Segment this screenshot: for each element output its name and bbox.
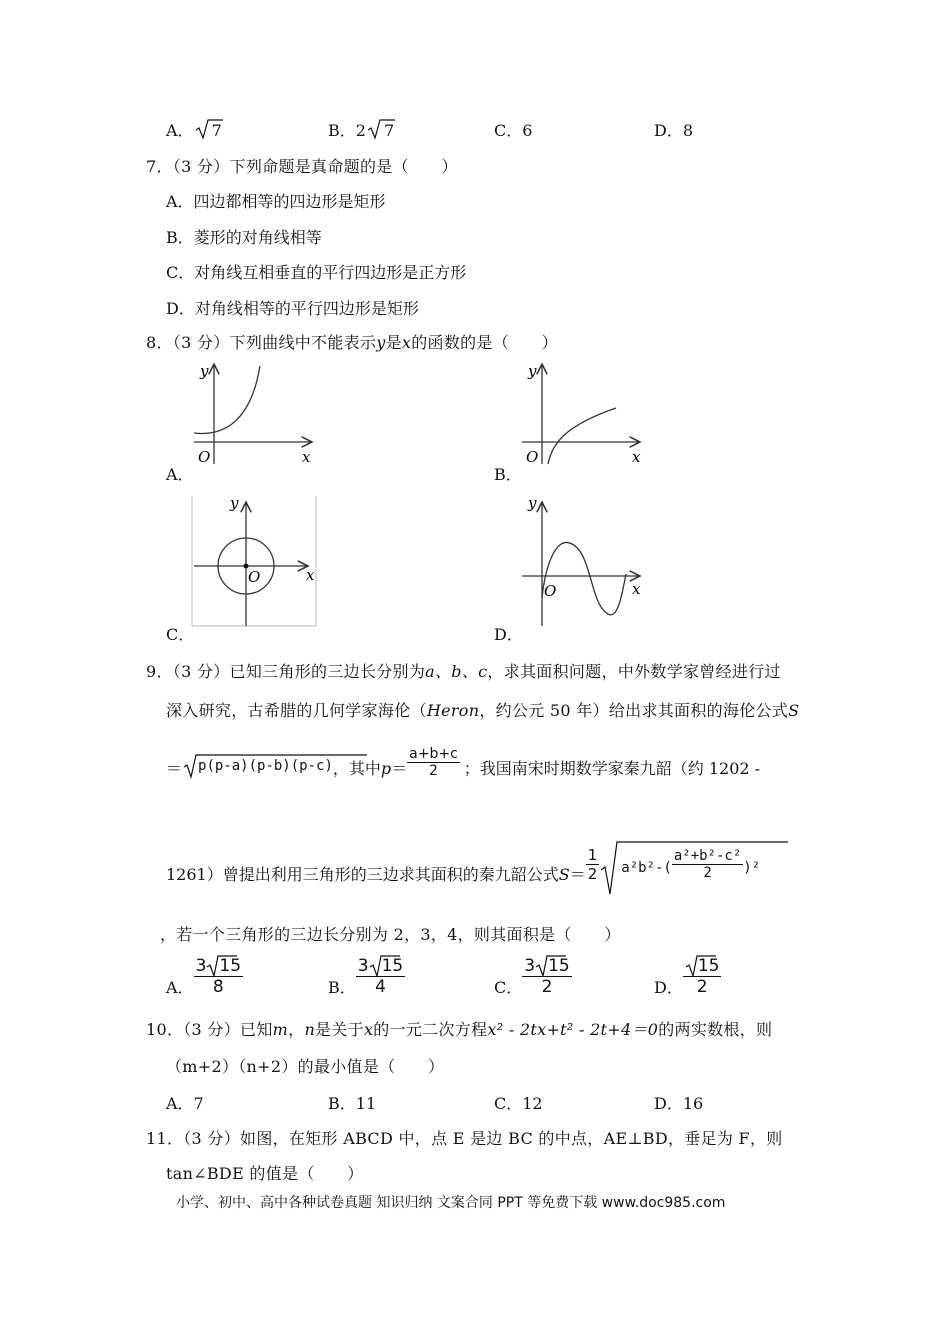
- axis-label-x: x: [302, 448, 311, 466]
- axis-label-x: x: [632, 448, 641, 466]
- q10-option-d: D．16: [654, 1094, 704, 1113]
- page-footer: 小学、初中、高中各种试卷真题 知识归纳 文案合同 PPT 等免费下载 www.doc985.com: [176, 1195, 726, 1211]
- graph-b: [518, 356, 648, 466]
- origin-label: O: [198, 448, 211, 466]
- origin-label: O: [526, 448, 539, 466]
- q9-option-c: C． 3 15 2: [494, 956, 570, 997]
- curve: [548, 408, 616, 464]
- sqrt-icon: [206, 955, 238, 977]
- curve: [542, 542, 626, 614]
- q8-stem: 8．（3 分）下列曲线中不能表示y是x的函数的是（ ）: [146, 333, 558, 352]
- sqrt-icon: [599, 840, 789, 896]
- origin-label: O: [544, 582, 557, 600]
- q11-line-2: tan∠BDE 的值是（ ）: [166, 1164, 364, 1183]
- q7-stem: 7．（3 分）下列命题是真命题的是（ ）: [146, 157, 458, 176]
- graph-a: [190, 356, 320, 466]
- q10-option-b: B．11: [328, 1094, 377, 1113]
- q9-line-1: 9．（3 分）已知三角形的三边长分别为a、b、c，求其面积问题，中外数学家曾经进行过: [146, 662, 781, 681]
- q6-option-a: A． 7: [166, 118, 222, 141]
- q7-option-a: A．四边都相等的四边形是矩形: [166, 192, 386, 211]
- sqrt-icon: [535, 955, 567, 977]
- q7-option-b: B．菱形的对角线相等: [166, 228, 322, 247]
- graph-d: [518, 494, 648, 628]
- q10-option-c: C．12: [494, 1094, 543, 1113]
- graph-c: [190, 494, 318, 628]
- q9-option-d: D． $\frac{15}{2}$: [654, 956, 720, 997]
- sqrt-icon: [685, 955, 717, 977]
- q9-line-2: 深入研究，古希腊的几何学家海伦（Heron，约公元 50 年）给出求其面积的海伦公式S: [166, 701, 800, 720]
- q11-line-1: 11．（3 分）如图，在矩形 ABCD 中，点 E 是边 BC 的中点，AE⊥BD，垂足为 F，则: [146, 1129, 783, 1148]
- q8-label-d: D．: [494, 625, 523, 644]
- q7-option-d: D．对角线相等的平行四边形是矩形: [166, 299, 419, 318]
- q6-option-b: B．2 7: [328, 118, 394, 141]
- axis-label-x: x: [632, 580, 641, 598]
- q10-line-1: 10．（3 分）已知m，n是关于x的一元二次方程x² - 2tx+t² - 2t+4＝0的两实数根，则: [146, 1020, 773, 1039]
- q10-option-a: A．7: [166, 1094, 204, 1113]
- sqrt-icon: [369, 955, 401, 977]
- q9-line-5: ，若一个三角形的三边长分别为 2，3，4，则其面积是（ ）: [160, 925, 621, 944]
- q10-line-2: （m+2）（n+2）的最小值是（ ）: [166, 1057, 445, 1076]
- q8-label-c: C．: [166, 625, 195, 644]
- axis-label-y: y: [528, 362, 537, 380]
- axis-label-y: y: [230, 494, 239, 512]
- origin-label: O: [248, 568, 261, 586]
- q9-option-a: A． 3 15 8: [166, 956, 242, 997]
- q8-label-a: A．: [166, 465, 194, 484]
- axis-label-y: y: [528, 494, 537, 512]
- q6-option-d: D．8: [654, 121, 694, 140]
- axis-label-x: x: [306, 566, 315, 584]
- q9-qin-formula: 1261）曾提出利用三角形的三边求其面积的秦九韶公式S＝ $\frac{1}{2}$ a²b²-( $\frac{\text{a²+b²-c²}}{2}$ )²: [166, 840, 760, 883]
- q7-option-c: C．对角线互相垂直的平行四边形是正方形: [166, 263, 467, 282]
- q9-heron-formula: ＝ p(p-a)(p-b)(p-c)，其中p＝ $\frac{a+b+c}{2}$ ；我国南宋时期数学家秦九韶（约 1202 -: [166, 746, 761, 779]
- q8-label-b: B．: [494, 465, 522, 484]
- axis-label-y: y: [200, 362, 209, 380]
- q9-option-b: B． 3 15 4: [328, 956, 404, 997]
- q6-option-c: C．6: [494, 121, 533, 140]
